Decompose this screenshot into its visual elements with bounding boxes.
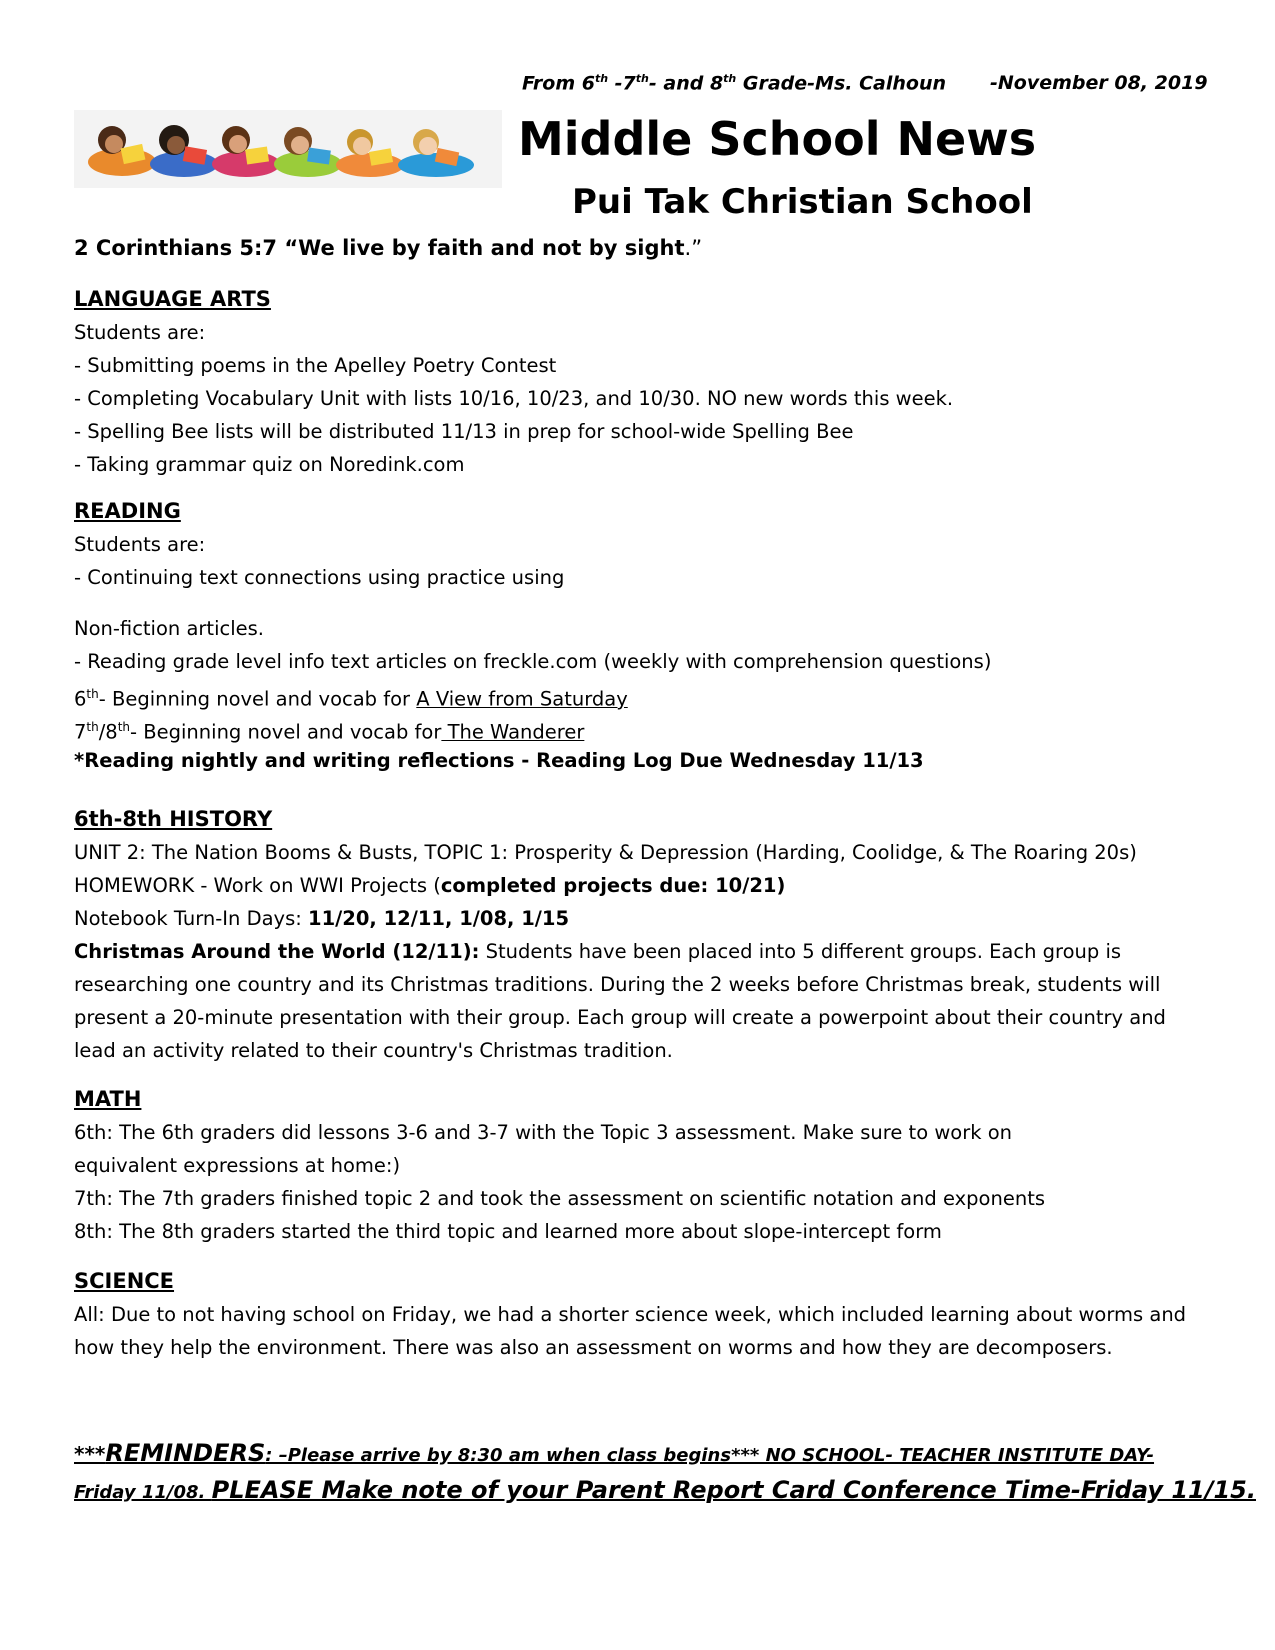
list-item: All: Due to not having school on Friday, we had a shorter science week, which included learning about worms and [74,1303,1187,1326]
list-item: 6th: The 6th graders did lessons 3-6 and 3-7 with the Topic 3 assessment. Make sure to work on [74,1121,1012,1144]
homework-due: completed projects due: 10/21) [440,874,786,897]
list-item: UNIT 2: The Nation Booms & Busts, TOPIC 1: Prosperity & Depression (Harding, Coolidge, & The Roaring 20s) [74,841,1137,864]
list-item [74,678,1214,711]
book-title: A View from Saturday [416,687,628,711]
sup-th: th [594,72,609,85]
section-heading: READING [74,499,181,523]
page-title: Middle School News [518,112,1037,166]
list-item: - Taking grammar quiz on Noredink.com [74,453,465,476]
header-from-line [522,72,1208,94]
reading-log-note: *Reading nightly and writing reflections - Reading Log Due Wednesday 11/13 [74,749,924,772]
list-item [74,935,1214,968]
christmas-text: Students have been placed into 5 different groups. Each group is [479,940,1122,963]
notebook-text: Notebook Turn-In Days: [74,907,309,930]
reading-section [74,494,1214,777]
language-arts-section [74,282,1214,481]
history-section [74,802,1214,1067]
sup-th: th [86,687,99,701]
section-heading: SCIENCE [74,1269,175,1293]
sup-th: th [86,720,99,734]
list-item: - Continuing text connections using practice using [74,566,565,589]
list-item: - Completing Vocabulary Unit with lists 10/16, 10/23, and 10/30. NO new words this week. [74,387,954,410]
list-item: - Spelling Bee lists will be distributed 11/13 in prep for school-wide Spelling Bee [74,420,854,443]
list-item: 8th: The 8th graders started the third topic and learned more about slope-intercept form [74,1220,942,1243]
grade-number: 6 [74,687,87,711]
sup-th: th [723,72,737,85]
newsletter-date: -November 08, 2019 [990,72,1208,95]
reminder-line [74,1473,1256,1510]
homework-text: HOMEWORK - Work on WWI Projects ( [74,874,441,897]
christmas-title: Christmas Around the World (12/11): [74,940,480,963]
conference-note: PLEASE Make note of your Parent Report Card Conference Time-Friday 11/15. [211,1476,1256,1504]
list-item: Non-fiction articles. [74,617,264,640]
list-item: Students are: [74,533,206,556]
science-section [74,1264,1214,1364]
from-mid: -7 [608,72,636,95]
reminder-line [74,1436,1214,1473]
from-mid: - and 8 [648,72,724,95]
grade-number: /8 [98,720,118,744]
list-item [74,711,1214,744]
list-item: - Submitting poems in the Apelley Poetry Contest [74,354,557,377]
from-prefix: From 6 [522,72,595,95]
verse-text: 2 Corinthians 5:7 “We live by faith and not by sight [74,236,685,260]
list-item: how they help the environment. There was also an assessment on worms and how they are decomposers. [74,1336,1113,1359]
notebook-dates: 11/20, 12/11, 1/08, 1/15 [308,907,570,930]
novel-text: - Beginning novel and vocab for [130,720,442,744]
section-heading: MATH [74,1087,142,1111]
list-item: Students are: [74,321,206,344]
list-item: researching one country and its Christmas traditions. During the 2 weeks before Christmas break, students will [74,973,1161,996]
list-item: equivalent expressions at home:) [74,1154,401,1177]
book-title: The Wanderer [441,720,585,744]
section-heading: 6th-8th HISTORY [74,807,273,831]
math-section [74,1082,1214,1248]
list-item: - Reading grade level info text articles on freckle.com (weekly with comprehension questions) [74,650,992,673]
sup-th: th [117,720,131,734]
bible-verse [74,236,702,260]
reminder-text: : –Please arrive by 8:30 am when class begins*** NO SCHOOL- TEACHER INSTITUTE DAY- [265,1445,1155,1466]
reminder-text: Friday 11/08. [74,1482,212,1503]
novel-text: - Beginning novel and vocab for [98,687,417,711]
sup-th: th [635,72,649,85]
grade-number: 7 [74,720,87,744]
reminder-stars: *** [74,1442,106,1466]
from-suffix: Grade-Ms. Calhoun [736,72,946,95]
list-item [74,902,1214,935]
school-name: Pui Tak Christian School [572,182,1033,222]
reminders-block [74,1436,1256,1510]
list-item: 7th: The 7th graders finished topic 2 and took the assessment on scientific notation and exponents [74,1187,1046,1210]
list-item: lead an activity related to their country's Christmas tradition. [74,1039,673,1062]
verse-end: .” [684,236,703,260]
section-heading: LANGUAGE ARTS [74,287,271,311]
children-reading-banner [74,110,502,188]
reminder-label: REMINDERS [105,1439,266,1467]
list-item: present a 20-minute presentation with their group. Each group will create a powerpoint about their country and [74,1006,1166,1029]
list-item [74,869,1214,902]
